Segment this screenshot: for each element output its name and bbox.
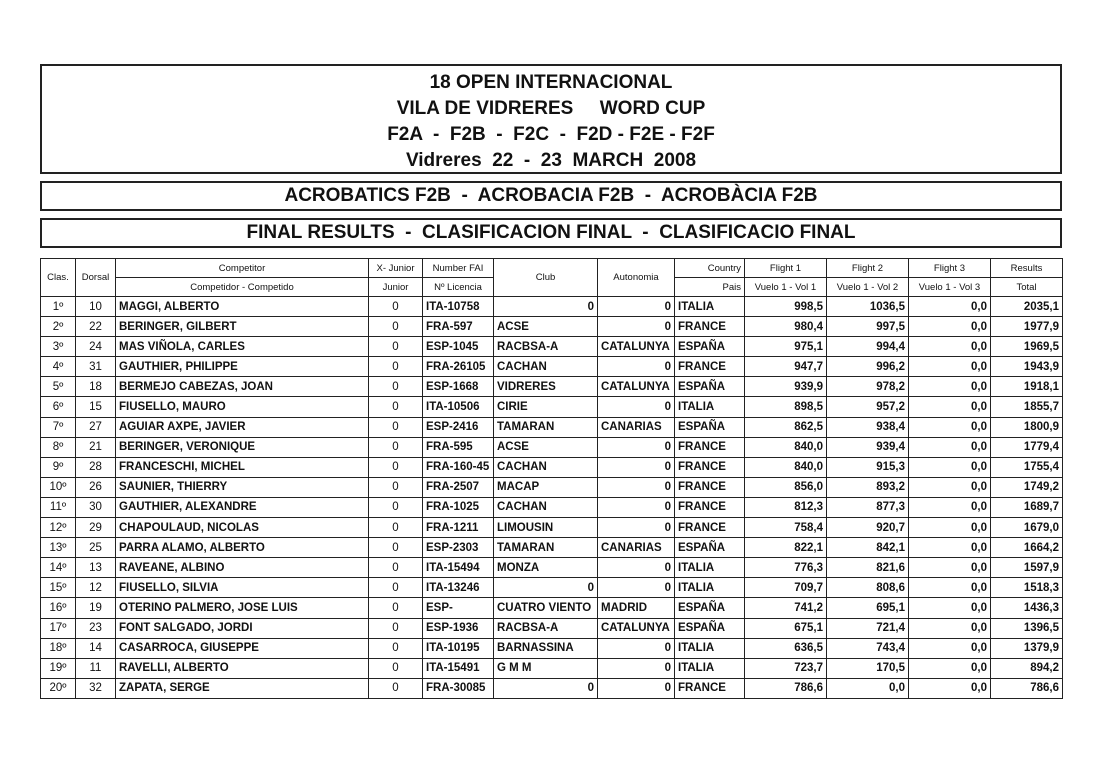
cell-dorsal: 28: [76, 457, 116, 477]
cell-flight1: 947,7: [745, 357, 827, 377]
cell-country: ITALIA: [675, 558, 745, 578]
cell-dorsal: 32: [76, 678, 116, 698]
cell-country: FRANCE: [675, 477, 745, 497]
cell-fai-number: ITA-15494: [423, 558, 494, 578]
cell-country: ESPAÑA: [675, 417, 745, 437]
cell-flight2: 997,5: [827, 317, 909, 337]
cell-flight1: 975,1: [745, 337, 827, 357]
table-row: [41, 317, 1063, 337]
cell-clas: 9º: [41, 457, 76, 477]
cell-dorsal: 10: [76, 297, 116, 317]
cell-club: ACSE: [494, 437, 598, 457]
cell-competitor-name: BERMEJO CABEZAS, JOAN: [116, 377, 369, 397]
cell-flight3: 0,0: [909, 618, 991, 638]
cell-autonomia: 0: [598, 558, 675, 578]
cell-country: ESPAÑA: [675, 538, 745, 558]
cell-total: 1436,3: [991, 598, 1063, 618]
table-header-row: [41, 259, 1063, 278]
cell-competitor-name: BERINGER, GILBERT: [116, 317, 369, 337]
cell-country: ESPAÑA: [675, 598, 745, 618]
cell-junior: 0: [369, 497, 423, 517]
cell-junior: 0: [369, 377, 423, 397]
col-junior-sub: Junior: [369, 278, 423, 297]
cell-flight3: 0,0: [909, 518, 991, 538]
cell-flight3: 0,0: [909, 678, 991, 698]
cell-clas: 3º: [41, 337, 76, 357]
cell-autonomia: MADRID: [598, 598, 675, 618]
cell-fai-number: ITA-10506: [423, 397, 494, 417]
cell-club: 0: [494, 297, 598, 317]
col-flight3: Flight 3: [909, 259, 991, 278]
cell-autonomia: 0: [598, 437, 675, 457]
cell-dorsal: 30: [76, 497, 116, 517]
cell-flight1: 786,6: [745, 678, 827, 698]
cell-total: 1755,4: [991, 457, 1063, 477]
cell-flight3: 0,0: [909, 377, 991, 397]
cell-total: 1518,3: [991, 578, 1063, 598]
cell-junior: 0: [369, 357, 423, 377]
cell-club: LIMOUSIN: [494, 518, 598, 538]
cell-competitor-name: ZAPATA, SERGE: [116, 678, 369, 698]
cell-flight1: 822,1: [745, 538, 827, 558]
cell-country: FRANCE: [675, 497, 745, 517]
cell-junior: 0: [369, 598, 423, 618]
cell-fai-number: FRA-26105: [423, 357, 494, 377]
cell-flight2: 938,4: [827, 417, 909, 437]
cell-country: ESPAÑA: [675, 337, 745, 357]
cell-competitor-name: PARRA ALAMO, ALBERTO: [116, 538, 369, 558]
cell-fai-number: ITA-13246: [423, 578, 494, 598]
cell-flight1: 856,0: [745, 477, 827, 497]
cell-club: CUATRO VIENTO: [494, 598, 598, 618]
cell-total: 786,6: [991, 678, 1063, 698]
cell-flight1: 758,4: [745, 518, 827, 538]
cell-flight1: 862,5: [745, 417, 827, 437]
cell-total: 1918,1: [991, 377, 1063, 397]
cell-flight3: 0,0: [909, 397, 991, 417]
cell-junior: 0: [369, 638, 423, 658]
cell-autonomia: 0: [598, 578, 675, 598]
cell-clas: 14º: [41, 558, 76, 578]
table-row: [41, 558, 1063, 578]
cell-country: FRANCE: [675, 678, 745, 698]
cell-competitor-name: MAS VIÑOLA, CARLES: [116, 337, 369, 357]
cell-dorsal: 25: [76, 538, 116, 558]
col-results-sub: Total: [991, 278, 1063, 297]
cell-flight2: 893,2: [827, 477, 909, 497]
col-flight1: Flight 1: [745, 259, 827, 278]
cell-clas: 1º: [41, 297, 76, 317]
cell-flight2: 842,1: [827, 538, 909, 558]
cell-autonomia: 0: [598, 397, 675, 417]
col-flight1-sub: Vuelo 1 - Vol 1: [745, 278, 827, 297]
cell-flight2: 808,6: [827, 578, 909, 598]
cell-total: 1749,2: [991, 477, 1063, 497]
cell-clas: 8º: [41, 437, 76, 457]
cell-flight3: 0,0: [909, 558, 991, 578]
event-subtitle: VILA DE VIDRERES WORD CUP: [396, 98, 706, 119]
cell-flight2: 915,3: [827, 457, 909, 477]
cell-junior: 0: [369, 618, 423, 638]
table-row: [41, 518, 1063, 538]
table-row: [41, 337, 1063, 357]
cell-country: ITALIA: [675, 297, 745, 317]
cell-fai-number: ESP-2416: [423, 417, 494, 437]
cell-autonomia: 0: [598, 678, 675, 698]
cell-country: ITALIA: [675, 397, 745, 417]
cell-club: MACAP: [494, 477, 598, 497]
cell-flight3: 0,0: [909, 417, 991, 437]
cell-flight3: 0,0: [909, 497, 991, 517]
cell-total: 1379,9: [991, 638, 1063, 658]
cell-total: 1396,5: [991, 618, 1063, 638]
cell-club: ACSE: [494, 317, 598, 337]
cell-autonomia: 0: [598, 297, 675, 317]
cell-junior: 0: [369, 678, 423, 698]
cell-club: CACHAN: [494, 497, 598, 517]
cell-flight2: 1036,5: [827, 297, 909, 317]
cell-club: CACHAN: [494, 457, 598, 477]
cell-dorsal: 22: [76, 317, 116, 337]
table-row: [41, 477, 1063, 497]
cell-clas: 5º: [41, 377, 76, 397]
cell-flight1: 636,5: [745, 638, 827, 658]
cell-fai-number: FRA-595: [423, 437, 494, 457]
cell-junior: 0: [369, 437, 423, 457]
cell-competitor-name: GAUTHIER, PHILIPPE: [116, 357, 369, 377]
cell-competitor-name: FRANCESCHI, MICHEL: [116, 457, 369, 477]
table-row: [41, 377, 1063, 397]
cell-dorsal: 11: [76, 658, 116, 678]
col-autonomia: Autonomia: [598, 259, 675, 297]
cell-flight2: 920,7: [827, 518, 909, 538]
cell-country: ITALIA: [675, 638, 745, 658]
cell-clas: 13º: [41, 538, 76, 558]
col-flight2: Flight 2: [827, 259, 909, 278]
cell-fai-number: ESP-2303: [423, 538, 494, 558]
cell-fai-number: FRA-2507: [423, 477, 494, 497]
cell-autonomia: CATALUNYA: [598, 337, 675, 357]
cell-total: 1679,0: [991, 518, 1063, 538]
cell-competitor-name: CASARROCA, GIUSEPPE: [116, 638, 369, 658]
cell-autonomia: CANARIAS: [598, 538, 675, 558]
cell-dorsal: 26: [76, 477, 116, 497]
cell-clas: 15º: [41, 578, 76, 598]
table-row: [41, 417, 1063, 437]
col-junior: X- Junior: [369, 259, 423, 278]
cell-flight2: 0,0: [827, 678, 909, 698]
results-table: [40, 258, 1063, 699]
col-country-sub: Pais: [675, 278, 745, 297]
cell-country: ITALIA: [675, 658, 745, 678]
cell-autonomia: CANARIAS: [598, 417, 675, 437]
cell-club: G M M: [494, 658, 598, 678]
cell-flight1: 840,0: [745, 437, 827, 457]
cell-autonomia: CATALUNYA: [598, 377, 675, 397]
cell-flight2: 821,6: [827, 558, 909, 578]
cell-clas: 2º: [41, 317, 76, 337]
cell-autonomia: CATALUNYA: [598, 618, 675, 638]
cell-fai-number: ITA-10195: [423, 638, 494, 658]
cell-flight2: 695,1: [827, 598, 909, 618]
cell-flight3: 0,0: [909, 457, 991, 477]
cell-flight2: 743,4: [827, 638, 909, 658]
cell-fai-number: ESP-1668: [423, 377, 494, 397]
cell-country: FRANCE: [675, 457, 745, 477]
cell-clas: 16º: [41, 598, 76, 618]
cell-total: 2035,1: [991, 297, 1063, 317]
cell-country: FRANCE: [675, 357, 745, 377]
cell-clas: 7º: [41, 417, 76, 437]
cell-flight3: 0,0: [909, 477, 991, 497]
cell-fai-number: FRA-597: [423, 317, 494, 337]
cell-junior: 0: [369, 477, 423, 497]
cell-flight3: 0,0: [909, 658, 991, 678]
event-title: 18 OPEN INTERNACIONAL: [429, 72, 673, 93]
table-row: [41, 457, 1063, 477]
cell-clas: 12º: [41, 518, 76, 538]
cell-junior: 0: [369, 578, 423, 598]
cell-fai-number: ESP-1936: [423, 618, 494, 638]
cell-club: CIRIE: [494, 397, 598, 417]
cell-country: ESPAÑA: [675, 377, 745, 397]
cell-autonomia: 0: [598, 357, 675, 377]
event-dates: Vidreres 22 - 23 MARCH 2008: [405, 150, 697, 171]
cell-flight3: 0,0: [909, 357, 991, 377]
cell-club: CACHAN: [494, 357, 598, 377]
cell-club: TAMARAN: [494, 417, 598, 437]
cell-competitor-name: SAUNIER, THIERRY: [116, 477, 369, 497]
cell-flight1: 998,5: [745, 297, 827, 317]
cell-junior: 0: [369, 457, 423, 477]
table-row: [41, 437, 1063, 457]
cell-competitor-name: BERINGER, VERONIQUE: [116, 437, 369, 457]
cell-competitor-name: CHAPOULAUD, NICOLAS: [116, 518, 369, 538]
cell-fai-number: ITA-10758: [423, 297, 494, 317]
cell-flight2: 170,5: [827, 658, 909, 678]
cell-dorsal: 24: [76, 337, 116, 357]
cell-dorsal: 21: [76, 437, 116, 457]
cell-dorsal: 18: [76, 377, 116, 397]
cell-flight1: 776,3: [745, 558, 827, 578]
cell-flight2: 978,2: [827, 377, 909, 397]
cell-fai-number: ITA-15491: [423, 658, 494, 678]
cell-flight3: 0,0: [909, 638, 991, 658]
col-fai: Number FAI: [423, 259, 494, 278]
cell-total: 1779,4: [991, 437, 1063, 457]
cell-clas: 4º: [41, 357, 76, 377]
cell-competitor-name: FONT SALGADO, JORDI: [116, 618, 369, 638]
cell-fai-number: FRA-160-45: [423, 457, 494, 477]
cell-country: FRANCE: [675, 518, 745, 538]
cell-club: VIDRERES: [494, 377, 598, 397]
cell-flight2: 939,4: [827, 437, 909, 457]
cell-flight1: 840,0: [745, 457, 827, 477]
cell-flight1: 898,5: [745, 397, 827, 417]
cell-junior: 0: [369, 538, 423, 558]
table-row: [41, 678, 1063, 698]
cell-total: 1689,7: [991, 497, 1063, 517]
cell-flight1: 980,4: [745, 317, 827, 337]
table-row: [41, 297, 1063, 317]
cell-junior: 0: [369, 317, 423, 337]
cell-junior: 0: [369, 337, 423, 357]
cell-country: ESPAÑA: [675, 618, 745, 638]
cell-autonomia: 0: [598, 317, 675, 337]
cell-total: 1800,9: [991, 417, 1063, 437]
cell-dorsal: 23: [76, 618, 116, 638]
cell-club: TAMARAN: [494, 538, 598, 558]
cell-dorsal: 19: [76, 598, 116, 618]
cell-flight1: 709,7: [745, 578, 827, 598]
cell-competitor-name: FIUSELLO, MAURO: [116, 397, 369, 417]
cell-fai-number: ESP-1045: [423, 337, 494, 357]
cell-clas: 11º: [41, 497, 76, 517]
final-results-title: FINAL RESULTS - CLASIFICACION FINAL - CLASIFICACIO FINAL: [40, 218, 1062, 248]
cell-dorsal: 14: [76, 638, 116, 658]
cell-autonomia: 0: [598, 518, 675, 538]
table-row: [41, 357, 1063, 377]
cell-competitor-name: MAGGI, ALBERTO: [116, 297, 369, 317]
cell-club: 0: [494, 678, 598, 698]
cell-junior: 0: [369, 518, 423, 538]
table-row: [41, 397, 1063, 417]
cell-flight2: 957,2: [827, 397, 909, 417]
cell-flight2: 877,3: [827, 497, 909, 517]
cell-dorsal: 12: [76, 578, 116, 598]
cell-competitor-name: GAUTHIER, ALEXANDRE: [116, 497, 369, 517]
col-fai-sub: Nº Licencia: [423, 278, 494, 297]
cell-competitor-name: RAVELLI, ALBERTO: [116, 658, 369, 678]
cell-country: FRANCE: [675, 317, 745, 337]
cell-junior: 0: [369, 417, 423, 437]
col-country: Country: [675, 259, 745, 278]
cell-country: ITALIA: [675, 578, 745, 598]
cell-flight1: 723,7: [745, 658, 827, 678]
table-row: [41, 578, 1063, 598]
cell-dorsal: 27: [76, 417, 116, 437]
cell-flight3: 0,0: [909, 337, 991, 357]
cell-junior: 0: [369, 297, 423, 317]
cell-club: BARNASSINA: [494, 638, 598, 658]
cell-flight1: 675,1: [745, 618, 827, 638]
cell-total: 1969,5: [991, 337, 1063, 357]
cell-total: 1977,9: [991, 317, 1063, 337]
cell-clas: 17º: [41, 618, 76, 638]
cell-total: 1855,7: [991, 397, 1063, 417]
cell-club: RACBSA-A: [494, 618, 598, 638]
cell-autonomia: 0: [598, 477, 675, 497]
cell-junior: 0: [369, 558, 423, 578]
cell-flight3: 0,0: [909, 317, 991, 337]
cell-flight2: 996,2: [827, 357, 909, 377]
col-club: Club: [494, 259, 598, 297]
cell-dorsal: 13: [76, 558, 116, 578]
cell-clas: 18º: [41, 638, 76, 658]
cell-dorsal: 29: [76, 518, 116, 538]
cell-club: 0: [494, 578, 598, 598]
event-classes: F2A - F2B - F2C - F2D - F2E - F2F: [387, 124, 715, 145]
table-row: [41, 538, 1063, 558]
category-title: ACROBATICS F2B - ACROBACIA F2B - ACROBÀCIA F2B: [40, 181, 1062, 211]
event-header: [40, 64, 1062, 174]
cell-clas: 19º: [41, 658, 76, 678]
cell-club: MONZA: [494, 558, 598, 578]
cell-flight3: 0,0: [909, 538, 991, 558]
cell-total: 1597,9: [991, 558, 1063, 578]
cell-flight3: 0,0: [909, 437, 991, 457]
cell-competitor-name: OTERINO PALMERO, JOSE LUIS: [116, 598, 369, 618]
col-flight2-sub: Vuelo 1 - Vol 2: [827, 278, 909, 297]
cell-autonomia: 0: [598, 497, 675, 517]
col-clas: Clas.: [41, 259, 76, 297]
cell-competitor-name: FIUSELLO, SILVIA: [116, 578, 369, 598]
cell-flight1: 939,9: [745, 377, 827, 397]
cell-fai-number: FRA-30085: [423, 678, 494, 698]
table-row: [41, 598, 1063, 618]
col-competitor-sub: Competidor - Competido: [116, 278, 369, 297]
cell-flight1: 741,2: [745, 598, 827, 618]
cell-autonomia: 0: [598, 457, 675, 477]
cell-autonomia: 0: [598, 658, 675, 678]
table-row: [41, 497, 1063, 517]
col-results: Results: [991, 259, 1063, 278]
cell-flight3: 0,0: [909, 598, 991, 618]
col-dorsal: Dorsal: [76, 259, 116, 297]
cell-junior: 0: [369, 397, 423, 417]
cell-junior: 0: [369, 658, 423, 678]
cell-fai-number: FRA-1025: [423, 497, 494, 517]
table-row: [41, 638, 1063, 658]
cell-flight3: 0,0: [909, 578, 991, 598]
col-competitor: Competitor: [116, 259, 369, 278]
cell-total: 1943,9: [991, 357, 1063, 377]
table-row: [41, 618, 1063, 638]
cell-clas: 10º: [41, 477, 76, 497]
cell-fai-number: FRA-1211: [423, 518, 494, 538]
cell-total: 1664,2: [991, 538, 1063, 558]
cell-competitor-name: RAVEANE, ALBINO: [116, 558, 369, 578]
cell-clas: 20º: [41, 678, 76, 698]
cell-club: RACBSA-A: [494, 337, 598, 357]
cell-total: 894,2: [991, 658, 1063, 678]
cell-competitor-name: AGUIAR AXPE, JAVIER: [116, 417, 369, 437]
cell-country: FRANCE: [675, 437, 745, 457]
cell-clas: 6º: [41, 397, 76, 417]
cell-dorsal: 31: [76, 357, 116, 377]
table-row: [41, 658, 1063, 678]
cell-dorsal: 15: [76, 397, 116, 417]
cell-flight1: 812,3: [745, 497, 827, 517]
cell-flight2: 994,4: [827, 337, 909, 357]
cell-fai-number: ESP-: [423, 598, 494, 618]
cell-autonomia: 0: [598, 638, 675, 658]
cell-flight2: 721,4: [827, 618, 909, 638]
col-flight3-sub: Vuelo 1 - Vol 3: [909, 278, 991, 297]
cell-flight3: 0,0: [909, 297, 991, 317]
